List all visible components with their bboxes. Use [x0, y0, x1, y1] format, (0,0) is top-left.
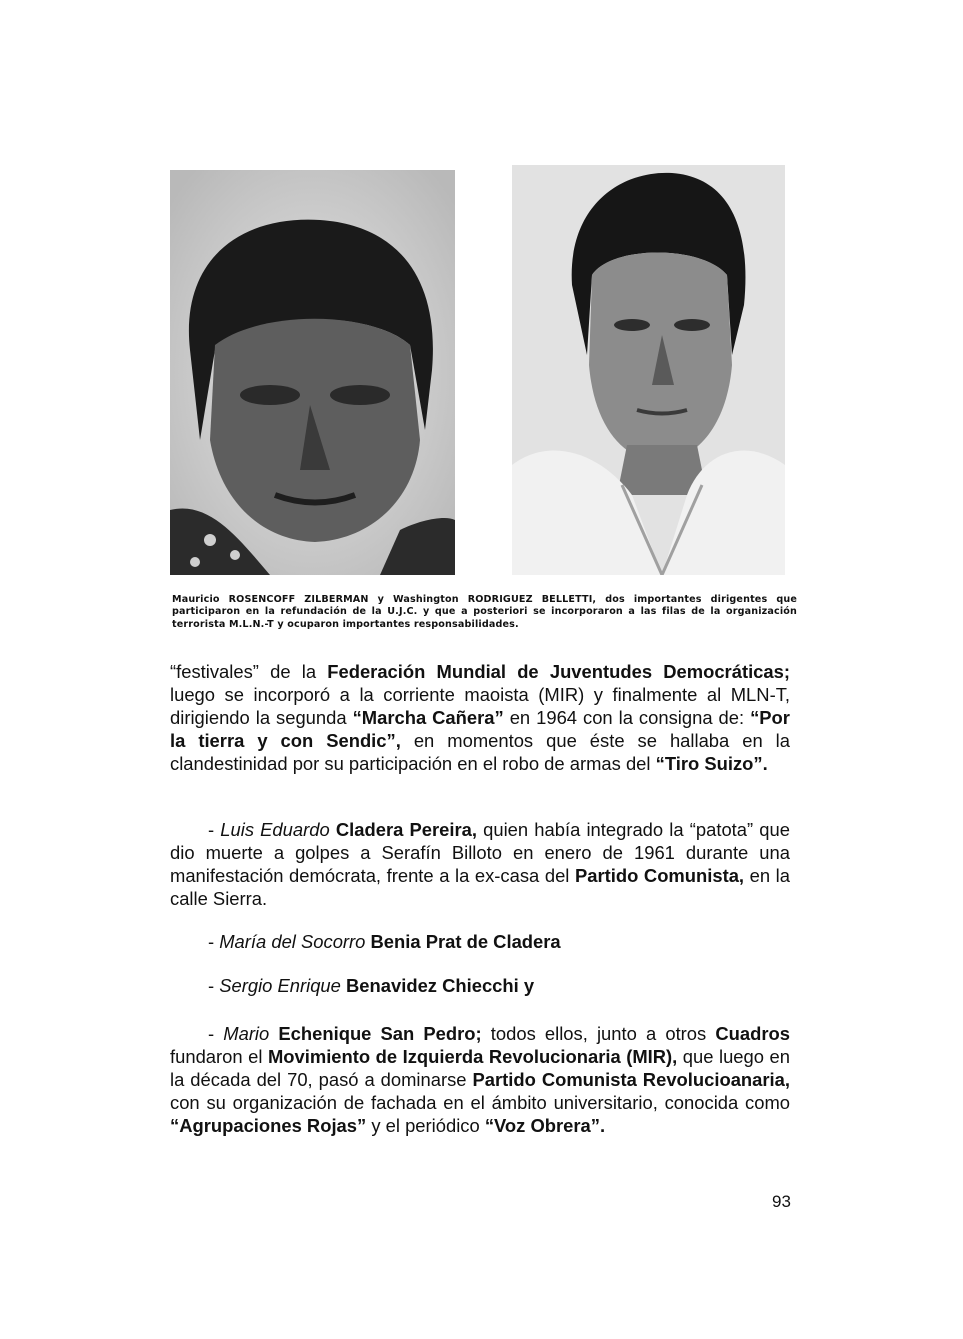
bold-text: Partido Comunista Revolucioanaria,	[472, 1069, 790, 1090]
text: en momentos que éste se hallaba en la clandestinidad por su participación en el robo de armas del	[170, 730, 790, 774]
text: quien había integrado la “patota” que dio muerte a golpes a Serafín Billoto en enero de 1961 durante una manifestación demócrata, frente a la ex-casa del	[170, 819, 790, 886]
paragraph-cladera-pereira	[170, 818, 790, 910]
text: con su organización de fachada en el ámbito universitario, conocida como	[170, 1092, 790, 1113]
bold-text: “Voz Obrera”.	[484, 1115, 606, 1136]
text: que luego en la década del 70, pasó a dominarse	[170, 1046, 790, 1090]
paragraph-festivales	[170, 660, 790, 775]
dash: -	[208, 975, 220, 996]
text: en 1964 con la consigna de:	[509, 707, 745, 728]
bold-text: Movimiento de Izquierda Revolucionaria (MIR),	[267, 1046, 678, 1067]
bold-text: Federación Mundial de Juventudes Democráticas;	[327, 661, 790, 682]
list-item-benavidez	[208, 974, 534, 997]
bold-text: Cuadros	[715, 1023, 790, 1044]
bold-name: Benia Prat de Cladera	[370, 931, 561, 952]
bold-text: “Agrupaciones Rojas”	[170, 1115, 367, 1136]
page-number: 93	[772, 1192, 791, 1211]
bold-name: Benavidez Chiecchi y	[346, 975, 535, 996]
bold-name: Cladera Pereira,	[335, 819, 477, 840]
italic-name: María del Socorro	[219, 931, 366, 952]
text: luego se incorporó a la corriente maoista (MIR) y finalmente al MLN-T, dirigiendo la segunda	[170, 684, 790, 728]
text: y el periódico	[371, 1115, 480, 1136]
italic-name: Luis Eduardo	[220, 819, 330, 840]
dash: -	[208, 819, 221, 840]
caption-org-1: U.J.C.	[387, 606, 418, 618]
list-item-benia	[208, 930, 561, 953]
bold-name: Echenique San Pedro;	[278, 1023, 482, 1044]
caption-text-3: y ocuparon importantes responsabilidades.	[277, 618, 519, 630]
dash: -	[208, 931, 220, 952]
bold-text: “Marcha Cañera”	[352, 707, 504, 728]
caption-name-1: Mauricio ROSENCOFF ZILBERMAN	[172, 594, 369, 605]
bold-text: “Tiro Suizo”.	[655, 753, 768, 774]
italic-name: Sergio Enrique	[219, 975, 341, 996]
italic-name: Mario	[223, 1023, 270, 1044]
bold-text: “Por la tierra y con Sendic”,	[170, 707, 790, 751]
text: todos ellos, junto a otros	[490, 1023, 707, 1044]
portrait-photo-right	[512, 165, 785, 575]
text: “festivales” de la	[170, 661, 317, 682]
dash: -	[208, 1023, 224, 1044]
caption-text-2: y que a posteriori se incorporaron a las filas de la organización terrorista	[172, 606, 798, 630]
paragraph-echenique	[170, 1022, 790, 1137]
bold-text: Partido Comunista,	[574, 865, 745, 886]
photo-caption	[172, 594, 797, 631]
text: fundaron el	[170, 1046, 263, 1067]
caption-name-2: RODRIGUEZ BELLETTI,	[467, 594, 597, 605]
text: en la calle Sierra.	[170, 865, 790, 909]
caption-text-1: dos importantes dirigentes que participaron en la refundación de la	[172, 594, 797, 618]
caption-org-2: M.L.N.-T	[228, 618, 274, 630]
portrait-photo-left	[170, 170, 455, 575]
caption-conjunction: y Washington	[377, 594, 459, 605]
